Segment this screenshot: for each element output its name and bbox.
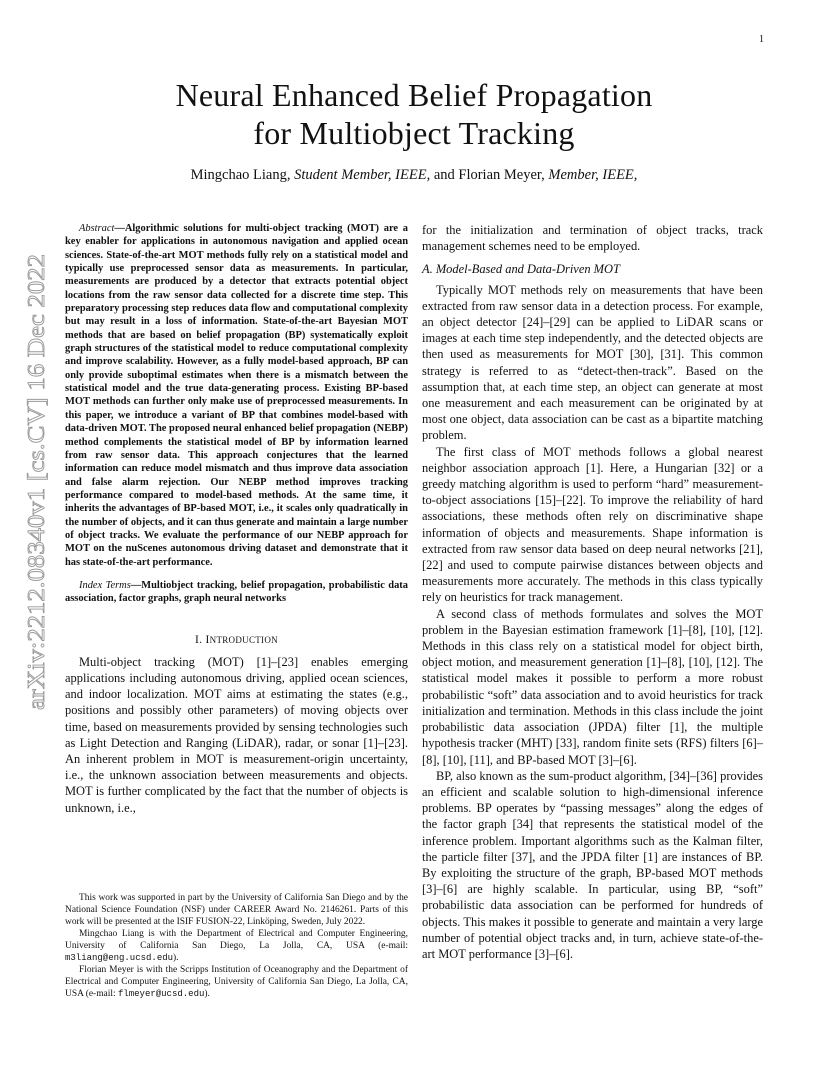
section-title-rest: NTRODUCTION (209, 634, 278, 645)
footnote-author-1-tail: ). (173, 953, 179, 964)
footnote-funding: This work was supported in part by the University of California San Diego and by the National Science Foundation (NSF) under CAREER Award No. 2146261. Parts of this work will be presented at the ISIF FUSION-22, Linköping, Sweden, July 2022. (65, 893, 408, 928)
body-paragraph-3: A second class of methods formulates and solves the MOT problem in the Bayesian estimation framework [1]–[8], [10], [12]. Methods in this class rely on a statistical model for object birth, object motion, and measurement generation [1]–[8], [10], [12]. The statistical model makes it possible to perform a more robust probabilistic “soft” data association and to avoid heuristics for track initialization and termination. Methods in this class include the joint probabilistic data association (JPDA) filter [1], the multiple hypothesis tracker (MHT) [33], random finite sets (RFS) filters [6]–[8], [10], [11], and BP-based MOT [3]–[6]. (422, 606, 763, 767)
body-paragraph-4: BP, also known as the sum-product algorithm, [34]–[36] provides an efficient and scalable solution to high-dimensional inference problems. BP operates by “passing messages” along the edges of the factor graph [34] that represents the statistical model of the inference problem. Important algorithms such as the Kalman filter, the particle filter [37], and the JPDA filter [1] are instances of BP. By exploiting the structure of the graph, BP-based MOT methods [3]–[6] are highly scalable. In particular, using BP, “soft” probabilistic data association can be performed for hundreds of objects. This makes it possible to generate and maintain a very large number of potential object tracks and, in turn, achieve state-of-the-art MOT performance [3]–[6]. (422, 768, 763, 961)
footnote-author-1 (65, 928, 408, 964)
footnote-author-1-text: Mingchao Liang is with the Department of Electrical and Computer Engineering, University of California San Diego, La Jolla, CA, USA (e-mail: (65, 929, 408, 952)
right-column (422, 222, 763, 962)
author-name-1: Mingchao Liang, (190, 167, 291, 183)
index-terms-text: —Multiobject tracking, belief propagation, probabilistic data association, factor graphs, graph neural networks (65, 579, 408, 605)
body-paragraph-2: The first class of MOT methods follows a global nearest neighbor association approach [1]. Here, a Hungarian [32] or a greedy matching algorithm is used to perform “hard” measurement-to-object associations [15]–[22]. To improve the reliability of hard associations, these methods often rely on discriminative shape information of objects and measurements. Shape information is extracted from raw sensor data based on deep neural networks [21], [22] and used to compute pairwise distances between objects and measurements more accurately. The methods in this class typically rely on heuristics for track management. (422, 444, 763, 605)
body-paragraph-1: Typically MOT methods rely on measurements that have been extracted from raw sensor data in a detection process. For example, an object detector [24]–[29] can be applied to LiDAR scans or images at each time step independently, and the detected objects are then used as measurements for MOT [30], [31]. This common strategy is referred to as “detect-then-track”. Based on the assumption that, at each time step, an object can generate at most one measurement and each measurement can be originated by at most one object, data association can be cast as a bipartite matching problem. (422, 282, 763, 443)
author-role-2: Member, IEEE, (548, 167, 638, 183)
section-number: I. (195, 633, 206, 646)
section-initial: I (205, 633, 210, 646)
page-number: 1 (759, 34, 764, 45)
footnotes (65, 892, 408, 1000)
author-name-2: and Florian Meyer, (433, 167, 545, 183)
index-terms (65, 579, 408, 606)
arxiv-identifier-text: arXiv:2212.08340v1 [cs.CV] 16 Dec 2022 (23, 292, 50, 710)
section-heading-introduction (65, 632, 408, 648)
email-link-1[interactable]: m3liang@eng.ucsd.edu (65, 953, 174, 964)
paper-title-line-2: for Multiobject Tracking (253, 115, 575, 151)
footnote-author-2 (65, 964, 408, 1000)
abstract-text: —Algorithmic solutions for multi-object tracking (MOT) are a key enabler for applications in autonomous navigation and applied ocean sciences. State-of-the-art MOT methods fully rely on a statistical model and typically use preprocessed sensor data as measurements. In particular, measurements are produced by a detector that extracts potential object locations from the raw sensor data collected for a discrete time step. This preparatory processing step reduces data flow and computational complexity but may result in a loss of information. State-of-the-art Bayesian MOT methods that are based on belief propagation (BP) systematically exploit graph structures of the statistical model to reduce computational complexity and improve scalability. However, as a fully model-based approach, BP can only provide suboptimal estimates when there is a mismatch between the statistical model and the true data-generating process. Existing BP-based MOT methods can further only make use of preprocessed measurements. In this paper, we introduce a variant of BP that combines model-based with data-driven MOT. The proposed neural enhanced belief propagation (NEBP) method complements the statistical model of BP by information learned from raw sensor data. This approach conjectures that the learned information can reduce model mismatch and thus improve data association and false alarm rejection. Our NEBP method improves tracking performance compared to model-based methods. At the same time, it inherits the advantages of BP-based MOT, i.e., it scales only quadratically in the number of objects, and it can thus generate and maintain a large number of object tracks. We evaluate the performance of our NEBP approach for MOT on the nuScenes autonomous driving dataset and demonstrate that it has state-of-the-art performance. (65, 223, 408, 568)
left-column (65, 222, 408, 816)
paper-header (70, 76, 758, 184)
footnote-author-2-text: Florian Meyer is with the Scripps Institution of Oceanography and the Department of Electrical and Computer Engineering, University of California San Diego, La Jolla, CA, USA (e-mail: (65, 965, 408, 1000)
footnote-author-2-tail: ). (204, 989, 210, 1000)
intro-continuation: for the initialization and termination of object tracks, track management schemes need to be employed. (422, 223, 763, 254)
email-link-2[interactable]: flmeyer@ucsd.edu (117, 989, 205, 1000)
arxiv-identifier-stamp (22, 252, 50, 712)
paper-title-line-1: Neural Enhanced Belief Propagation (175, 77, 653, 113)
subsection-heading-a: A. Model-Based and Data-Driven MOT (422, 262, 620, 277)
abstract (65, 222, 408, 569)
abstract-lead: Abstract (79, 223, 115, 234)
author-line (70, 166, 758, 184)
index-terms-lead: Index Terms (79, 579, 131, 591)
author-role-1: Student Member, IEEE, (294, 167, 431, 183)
intro-paragraph: Multi-object tracking (MOT) [1]–[23] enables emerging applications including autonomous driving, applied ocean sciences, and indoor localization. MOT aims at estimating the states (e.g., positions and possibly other parameters) of moving objects over time, based on measurements provided by sensing technologies such as Light Detection and Ranging (LiDAR), radar, or sonar [1]–[23]. An inherent problem in MOT is measurement-origin uncertainty, i.e., the unknown association between measurements and objects. MOT is further complicated by the fact that the number of objects is unknown, i.e., (65, 654, 408, 815)
